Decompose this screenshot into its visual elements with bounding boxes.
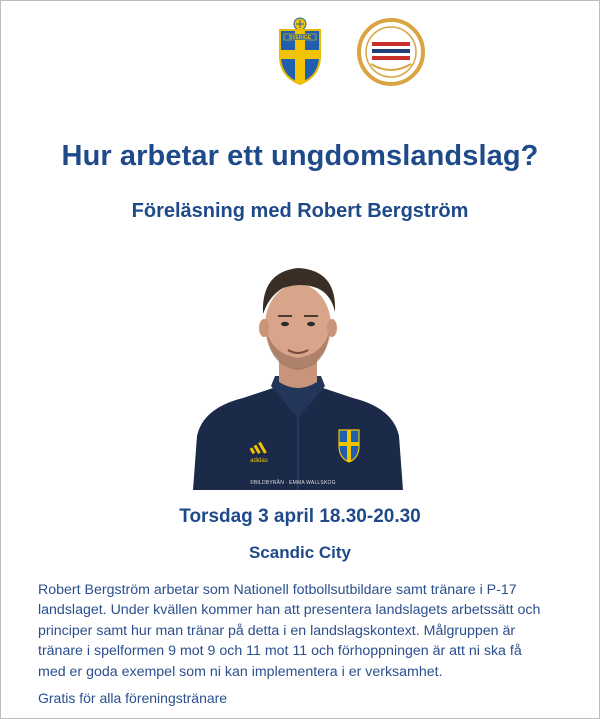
page-title: Hur arbetar ett ungdomslandslag? bbox=[61, 140, 539, 172]
description-line: med er goda exempel som ni kan implementera i er verksamhet. bbox=[38, 663, 443, 680]
sweden-football-logo bbox=[276, 16, 324, 86]
description-line: landslaget. Under kvällen kommer han att presentera landslagets arbetssätt och bbox=[38, 602, 541, 619]
description-line: tränare i spelformen 9 mot 9 och 11 mot 11 och förhoppningen är att ni ska få bbox=[38, 643, 522, 660]
page-subtitle: Föreläsning med Robert Bergström bbox=[131, 200, 469, 222]
photo-credit: ©BILDBYRÅN · EMMA WALLSKOG bbox=[250, 480, 336, 486]
shirt-brand: adidas bbox=[250, 458, 268, 464]
description-line: Robert Bergström arbetar som Nationell fotbollsutbildare samt tränare i P-17 bbox=[38, 582, 517, 598]
speaker-photo bbox=[193, 258, 403, 490]
svg-text:SVERIGE: SVERIGE bbox=[288, 35, 312, 41]
free-note: Gratis för alla föreningstränare bbox=[38, 690, 228, 706]
event-venue: Scandic City bbox=[248, 543, 352, 562]
event-date: Torsdag 3 april 18.30-20.30 bbox=[179, 506, 421, 527]
description bbox=[38, 580, 578, 682]
club-logo bbox=[357, 18, 425, 86]
description-line: principer samt hur man tränar på detta i en landslagskontext. Målgruppen är bbox=[38, 622, 516, 639]
